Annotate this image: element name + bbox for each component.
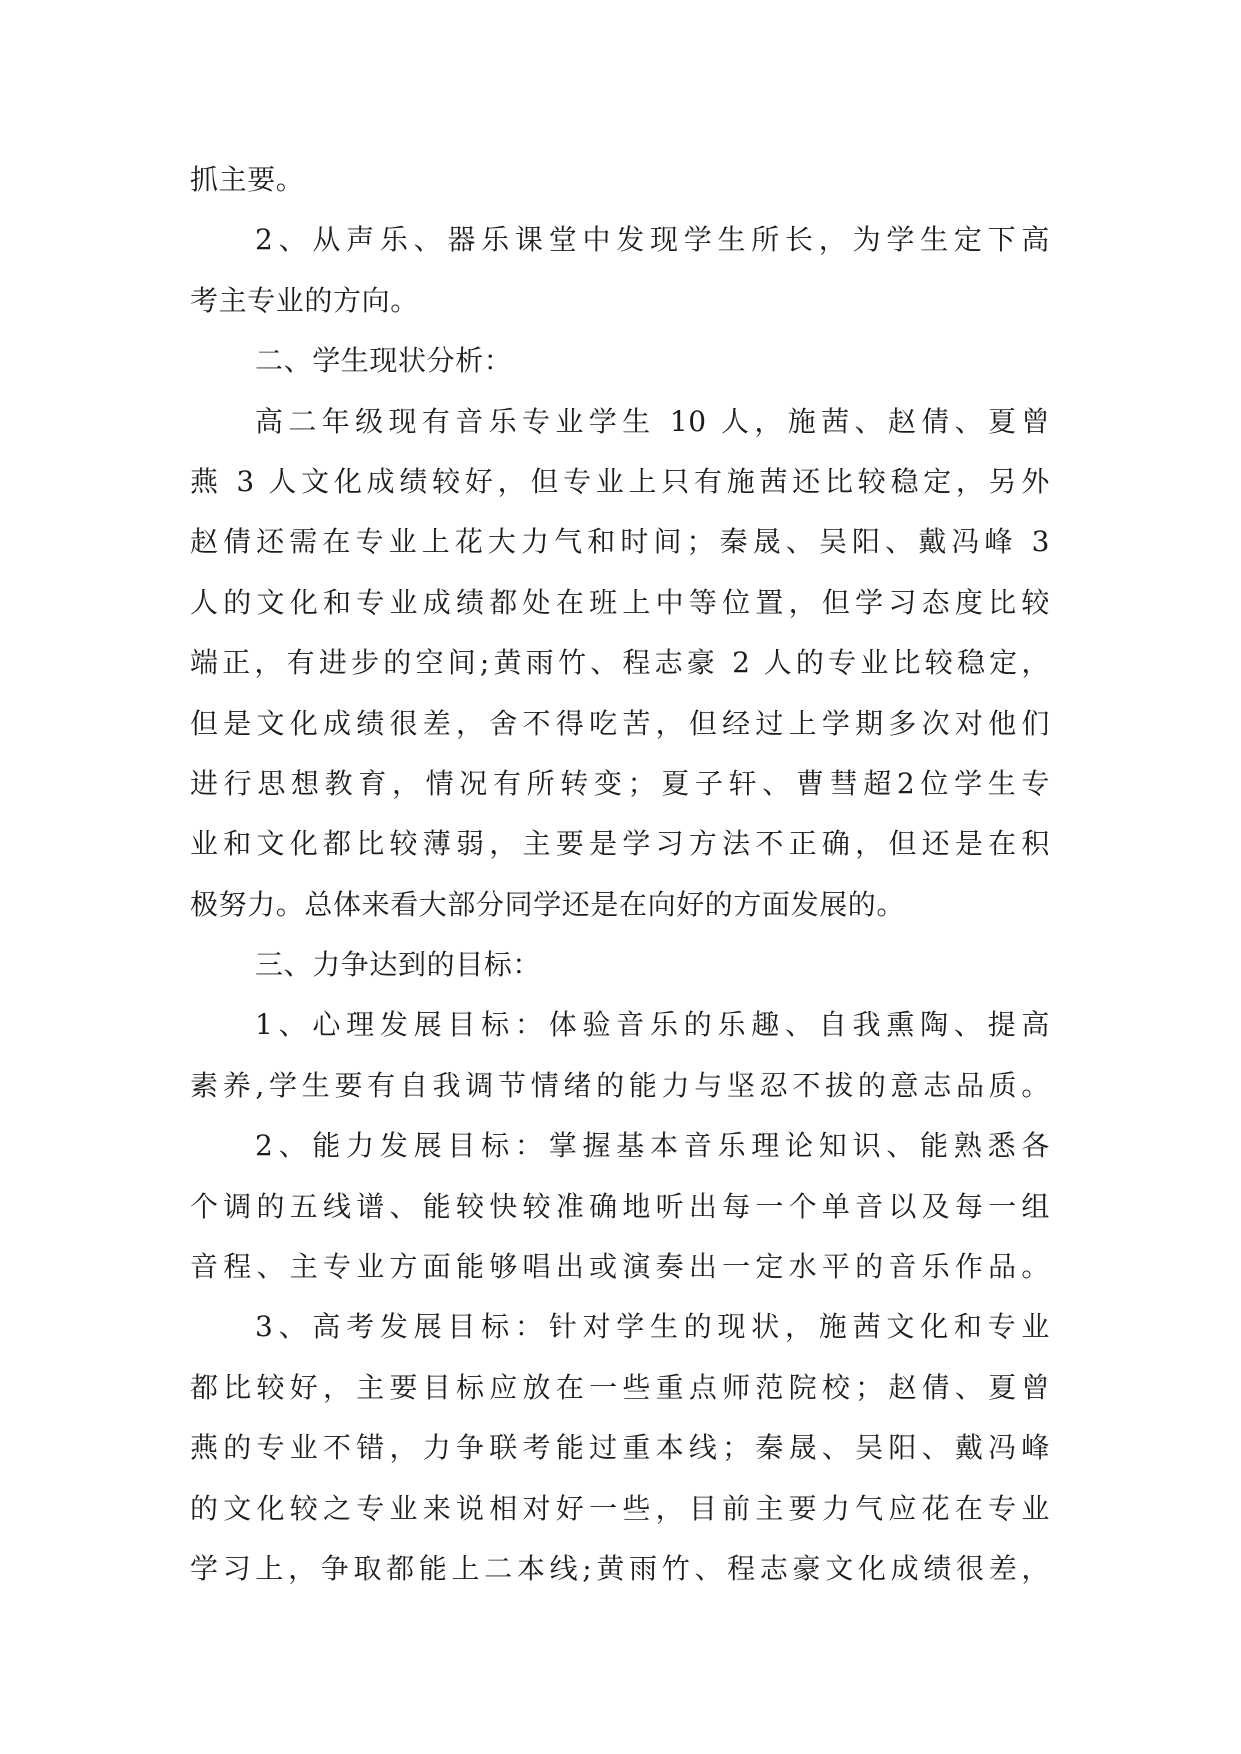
document-body (190, 150, 1050, 1599)
text-line: 高二年级现有音乐专业学生 10 人，施茜、赵倩、夏曾 (255, 404, 1050, 438)
text-line: 进行思想教育，情况有所转变；夏子轩、曹彗超2位学生专 (190, 766, 1050, 800)
text-line: 1、心理发展目标：体验音乐的乐趣、自我熏陶、提高 (255, 1008, 1050, 1042)
text-line: 音程、主专业方面能够唱出或演奏出一定水平的音乐作品。 (190, 1250, 1050, 1284)
text-line: 2、从声乐、器乐课堂中发现学生所长，为学生定下高 (255, 223, 1050, 257)
text-line: 三、力争达到的目标： (255, 948, 542, 982)
text-line: 都比较好，主要目标应放在一些重点师范院校；赵倩、夏曾 (190, 1370, 1050, 1404)
text-line: 业和文化都比较薄弱，主要是学习方法不正确，但还是在积 (190, 827, 1050, 861)
paragraph-list-item (190, 995, 1050, 1116)
text-line: 赵倩还需在专业上花大力气和时间；秦晟、吴阳、戴冯峰 3 (190, 525, 1050, 559)
text-line: 2、能力发展目标：掌握基本音乐理论知识、能熟悉各 (255, 1129, 1050, 1163)
text-line: 燕的专业不错，力争联考能过重本线；秦晟、吴阳、戴冯峰 (190, 1431, 1050, 1465)
text-line: 人的文化和专业成绩都处在班上中等位置，但学习态度比较 (190, 585, 1050, 619)
text-line: 的文化较之专业来说相对好一些，目前主要力气应花在专业 (190, 1491, 1050, 1525)
text-line: 考主专业的方向。 (190, 283, 419, 317)
text-line: 抓主要。 (190, 163, 305, 196)
paragraph-list-item (190, 210, 1050, 331)
text-line: 个调的五线谱、能较快较准确地听出每一个单音以及每一组 (190, 1189, 1050, 1223)
text-line: 燕 3 人文化成绩较好，但专业上只有施茜还比较稳定，另外 (190, 464, 1050, 498)
text-line: 学习上，争取都能上二本线;黄雨竹、程志豪文化成绩很差， (190, 1551, 1050, 1585)
text-line: 极努力。总体来看大部分同学还是在向好的方面发展的。 (190, 887, 906, 921)
section-heading (190, 331, 1050, 391)
text-line: 二、学生现状分析： (255, 344, 513, 378)
paragraph-student-analysis (190, 392, 1050, 936)
text-line: 3、高考发展目标：针对学生的现状，施茜文化和专业 (255, 1310, 1050, 1344)
paragraph-list-item (190, 1297, 1050, 1599)
text-line: 素养,学生要有自我调节情绪的能力与坚忍不拔的意志品质。 (190, 1068, 1050, 1102)
text-line: 但是文化成绩很差，舍不得吃苦，但经过上学期多次对他们 (190, 706, 1050, 740)
text-line: 端正，有进步的空间;黄雨竹、程志豪 2 人的专业比较稳定， (190, 646, 1050, 680)
paragraph-continuation (190, 150, 1050, 210)
section-heading (190, 935, 1050, 995)
paragraph-list-item (190, 1116, 1050, 1297)
